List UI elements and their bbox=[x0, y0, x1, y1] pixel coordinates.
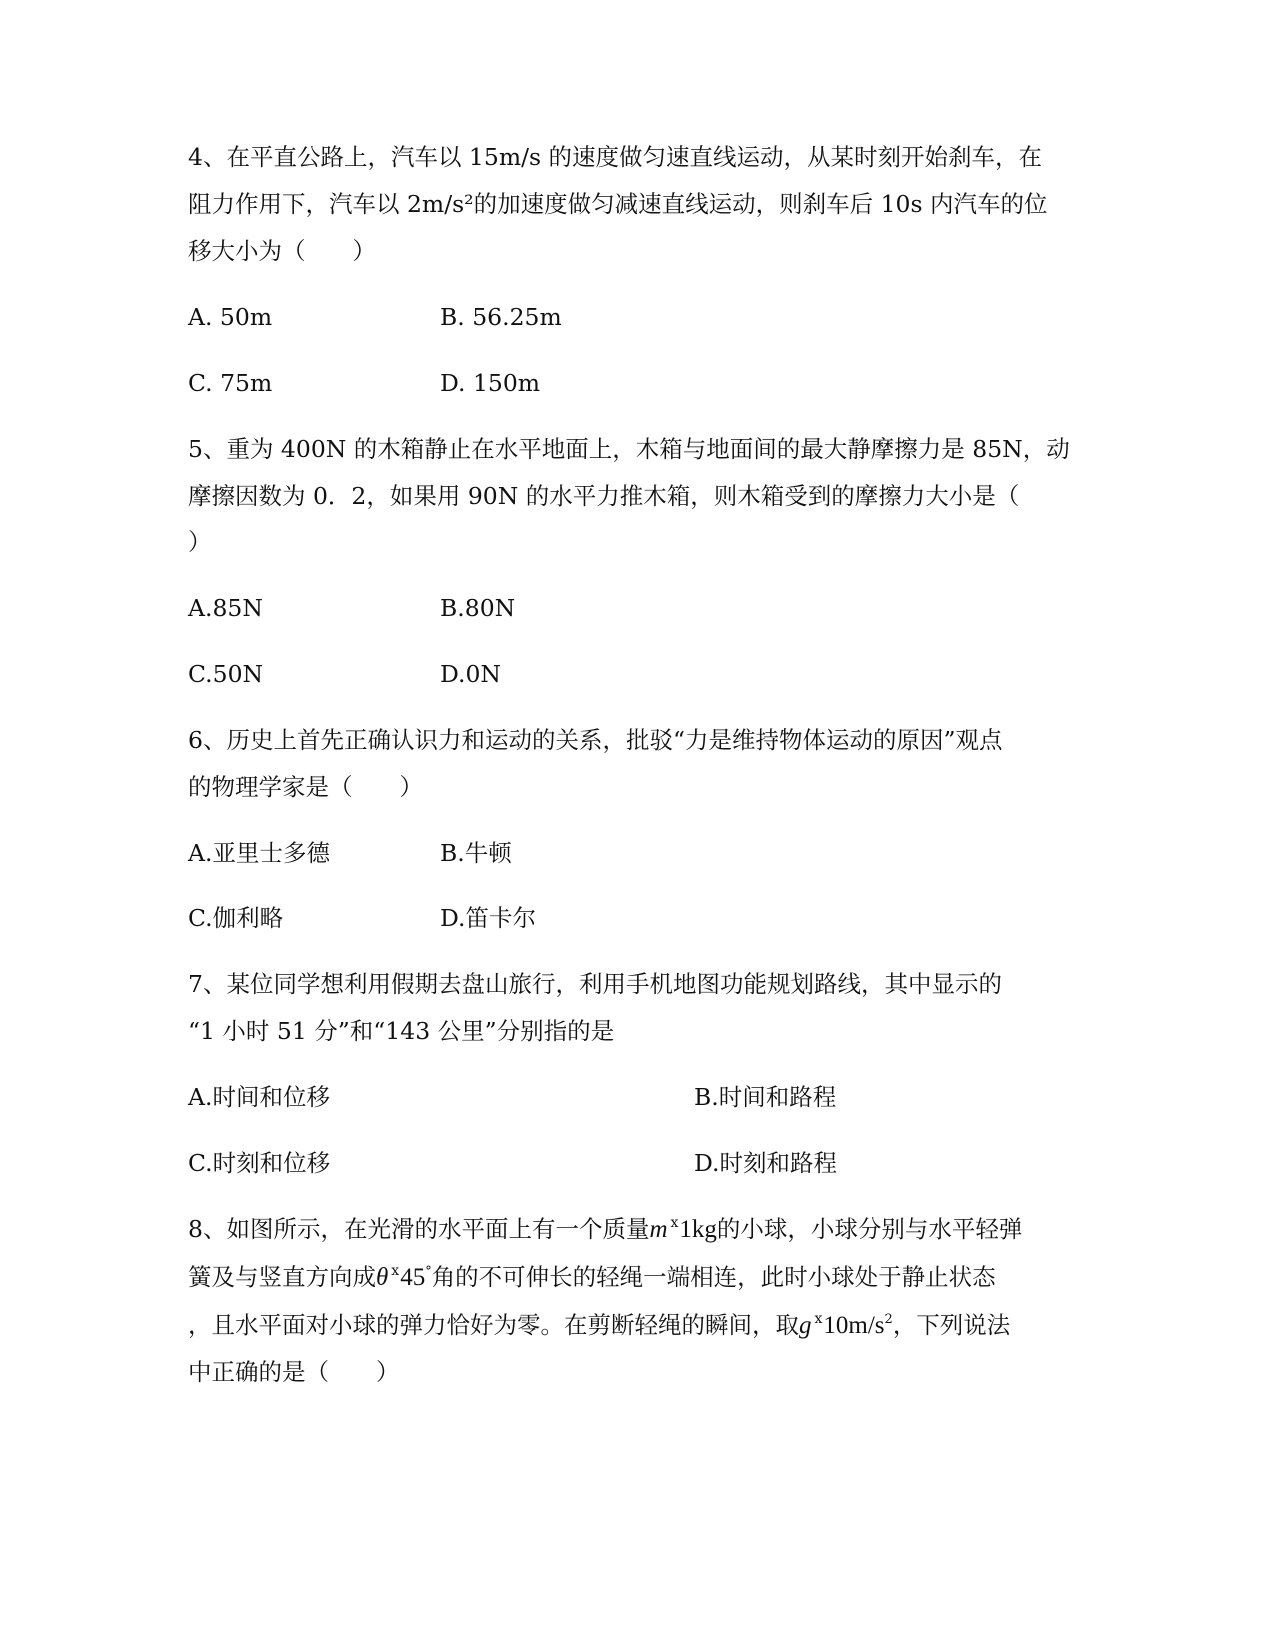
question-8-text: ，且水平面对小球的弹力恰好为零。在剪断轻绳的瞬间，取 bbox=[188, 1311, 799, 1339]
question-8-text: 簧及与竖直方向成 bbox=[188, 1263, 376, 1291]
question-4-option-a: A. 50m bbox=[188, 303, 273, 331]
question-5-option-a: A.85N bbox=[188, 594, 263, 622]
question-4-option-c: C. 75m bbox=[188, 369, 273, 397]
theta-symbol: θ bbox=[376, 1264, 389, 1291]
question-4-line-2: 阻力作用下，汽车以 2m/s²的加速度做匀减速直线运动，则刹车后 10s 内汽车的位 bbox=[188, 190, 1048, 218]
question-7-option-d: D.时刻和路程 bbox=[694, 1149, 837, 1177]
question-4-line-3: 移大小为（ ） bbox=[188, 237, 376, 265]
question-4-option-b: B. 56.25m bbox=[440, 303, 562, 331]
question-8-line-4: 中正确的是（ ） bbox=[188, 1358, 400, 1386]
question-8-line-2 bbox=[188, 1260, 1088, 1299]
question-5-option-b: B.80N bbox=[440, 594, 516, 622]
question-6-option-c: C.伽利略 bbox=[188, 904, 284, 932]
question-5-line-1: 5、重为 400N 的木箱静止在水平地面上，木箱与地面间的最大静摩擦力是 85N，动 bbox=[188, 435, 1070, 463]
mass-symbol: m bbox=[649, 1216, 668, 1243]
question-8-text: ，下列说法 bbox=[892, 1311, 1011, 1339]
question-8-text: 角的不可伸长的轻绳一端相连，此时小球处于静止状态 bbox=[431, 1263, 996, 1291]
question-7-option-a: A.时间和位移 bbox=[188, 1083, 330, 1111]
equals-glyph: ⅹ bbox=[670, 1215, 679, 1231]
question-4-line-1: 4、在平直公路上，汽车以 15m/s 的速度做匀速直线运动，从某时刻开始刹车，在 bbox=[188, 143, 1043, 171]
question-5-line-3: ） bbox=[188, 528, 212, 556]
question-8-line-3 bbox=[188, 1308, 1088, 1347]
question-5-option-d: D.0N bbox=[440, 660, 501, 688]
gravity-value: 10m/s bbox=[823, 1312, 885, 1339]
question-4-option-d: D. 150m bbox=[440, 369, 541, 397]
question-5-option-c: C.50N bbox=[188, 660, 264, 688]
question-7-option-c: C.时刻和位移 bbox=[188, 1149, 331, 1177]
question-6-line-2: 的物理学家是（ ） bbox=[188, 773, 423, 801]
question-6-option-d: D.笛卡尔 bbox=[440, 904, 536, 932]
exponent: 2 bbox=[884, 1312, 893, 1327]
question-7-line-2: “1 小时 51 分”和“143 公里”分别指的是 bbox=[188, 1017, 615, 1045]
question-8-text: 的小球，小球分别与水平轻弹 bbox=[716, 1215, 1023, 1243]
gravity-symbol: g bbox=[799, 1312, 812, 1339]
question-6-line-1: 6、历史上首先正确认识力和运动的关系，批驳“力是维持物体运动的原因”观点 bbox=[188, 726, 1003, 754]
equals-glyph: ⅹ bbox=[391, 1263, 400, 1279]
question-7-option-b: B.时间和路程 bbox=[694, 1083, 837, 1111]
equals-glyph: ⅹ bbox=[814, 1311, 823, 1327]
degree-symbol: ° bbox=[425, 1264, 432, 1279]
question-7-line-1: 7、某位同学想利用假期去盘山旅行，利用手机地图功能规划路线，其中显示的 bbox=[188, 970, 1002, 998]
angle-value: 45 bbox=[400, 1264, 426, 1291]
question-8-text: 8、如图所示，在光滑的水平面上有一个质量 bbox=[188, 1215, 650, 1243]
question-6-option-b: B.牛顿 bbox=[440, 839, 512, 867]
question-6-option-a: A.亚里士多德 bbox=[188, 839, 330, 867]
question-8-line-1 bbox=[188, 1212, 1088, 1250]
mass-value: 1kg bbox=[679, 1216, 717, 1243]
question-5-line-2: 摩擦因数为 0．2，如果用 90N 的水平力推木箱，则木箱受到的摩擦力大小是（ bbox=[188, 482, 1020, 510]
